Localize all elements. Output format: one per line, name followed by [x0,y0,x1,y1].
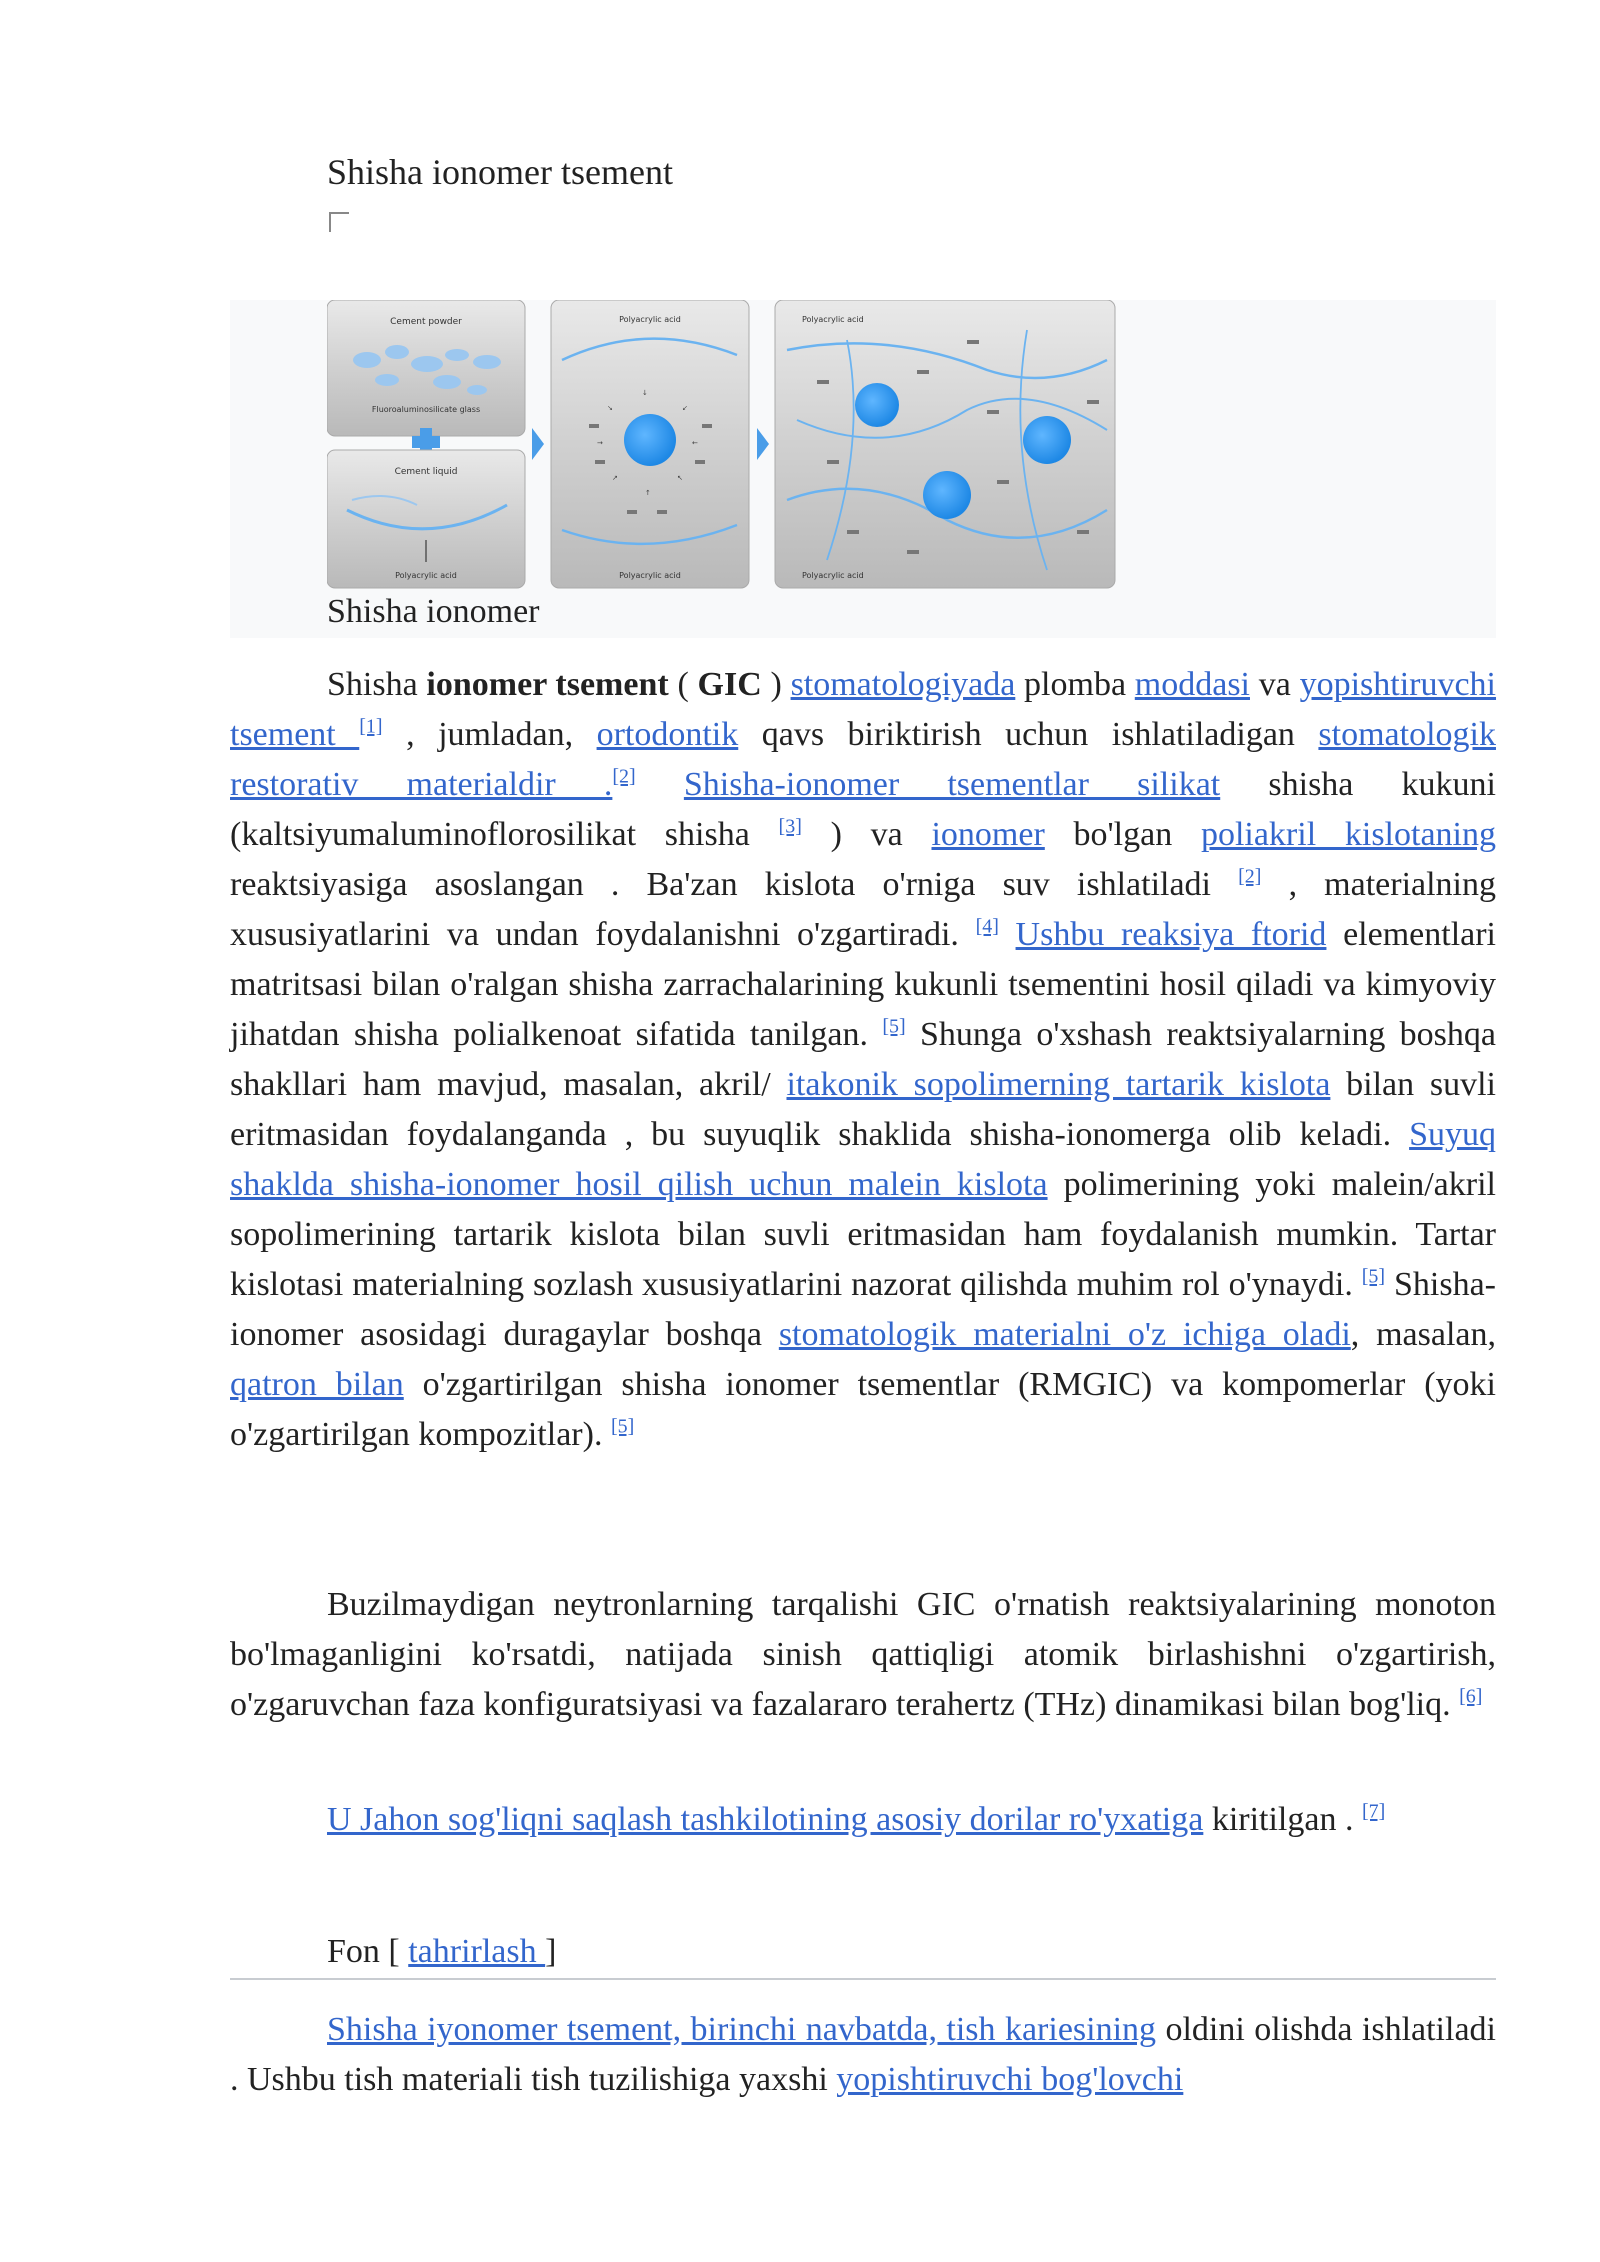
text: Shisha [327,666,427,703]
section-heading-fon [327,1930,556,1974]
arrow-right-icon [532,428,544,460]
text [999,916,1016,953]
arrow-right-icon [757,428,769,460]
text: , materialning xususiyatlarini va undan foydalanishni o'zgartiradi. [230,866,1497,953]
link-poliakril-kislota[interactable]: poliakril kislotaning [1200,816,1496,853]
link-itakonik-sopolimer[interactable]: itakonik sopolimerning tartarik kislota [786,1066,1331,1103]
link-who-essential-medicines[interactable]: U Jahon sog'liqni saqlash tashkilotining asosiy dorilar ro'yxatiga [327,1801,1204,1838]
figure-container [230,300,1496,638]
text: , masalan, [1350,1316,1497,1353]
citation-link[interactable]: [5] [1361,1265,1386,1288]
svg-text:↙: ↙ [682,404,688,412]
text: bilan suvli eritmasidan foydalanganda , bu suyuqlik shaklida shisha-ionomerga olib keladi. [230,1066,1497,1153]
edit-link[interactable]: tahrirlash [408,1933,546,1970]
link-shisha-ionomer-tsementlar[interactable]: Shisha-ionomer tsementlar silikat [683,766,1221,803]
heading-bracket: ] [545,1933,557,1970]
paragraph-background [230,2005,1496,2105]
text: Shisha-ionomer asosidagi duragaylar boshqa [230,1266,1497,1353]
text: qavs biriktirish uchun ishlatiladigan [738,716,1319,753]
text: polimerining yoki malein/akril sopolimerining tartarik kislota bilan suvli eritmasidan ham foydalanish mumkin. Tartar kislotasi materialning sozlash xususiyatlarini nazorat qilishda muhim rol o'ynaydi. [230,1166,1496,1303]
text: Buzilmaydigan neytronlarning tarqalishi GIC o'rnatish reaktsiyalarining monoton bo'lmaganligini ko'rsatdi, natijada sinish qattiqligi atomik birlashishni o'zgartirish, o'zgaruvchan faza konfiguratsiyasi va fazalararo terahertz (THz) dinamikasi bilan bog'liq. [230,1586,1496,1723]
text [636,766,684,803]
text: , jumladan, [382,716,597,753]
citation-link[interactable]: [1] [359,715,383,738]
panel2-top-label: Polyacrylic acid [619,315,681,324]
text: ) [761,666,791,703]
text: reaktsiyasiga asoslangan . Ba'zan kislota o'rniga suv ishlatiladi [230,866,1239,903]
text: ( [668,666,698,703]
text: elementlari matritsasi bilan o'ralgan shisha zarrachalarining kukunli tsementini hosil qiladi va kimyoviy jihatdan shisha polialkenoat sifatida tanilgan. [230,916,1496,1053]
text: shisha kukuni (kaltsiyumaluminoflorosilikat shisha [230,766,1497,853]
citation-link[interactable]: [3] [778,815,802,838]
svg-text:↘: ↘ [607,404,613,412]
section-divider [230,1978,1496,1980]
citation-link[interactable]: [4] [975,915,999,938]
citation-link[interactable]: [2] [612,765,636,788]
abbr-bold: GIC [697,666,762,703]
heading-text: Fon [ [327,1933,409,1970]
citation-link[interactable]: [5] [882,1015,906,1038]
link-qatron-bilan[interactable]: qatron bilan [230,1366,404,1403]
link-yopishtiruvchi-tsement[interactable]: yopishtiruvchi tsement [230,666,1497,753]
text: o'zgartirilgan shisha ionomer tsementlar (RMGIC) va kompomerlar (yoki o'zgartirilgan kompozitlar). [230,1366,1496,1453]
svg-text:←: ← [692,439,698,447]
link-yopishtiruvchi-boglovchi[interactable]: yopishtiruvchi bog'lovchi [836,2061,1184,2098]
svg-text:→: → [597,439,603,447]
link-suyuq-shaklda[interactable]: Suyuq shaklda shisha-ionomer hosil qilish uchun malein kislota [230,1116,1496,1203]
paragraph-neutron [230,1580,1496,1730]
text: bo'lgan [1044,816,1201,853]
text: kiritilgan . [1203,1801,1362,1838]
link-ortodontik[interactable]: ortodontik [596,716,739,753]
paragraph-who [230,1795,1496,1845]
panel2-bottom-label: Polyacrylic acid [619,571,681,580]
link-tish-kariesi[interactable]: Shisha iyonomer tsement, birinchi navbatda, tish kariesining [327,2011,1157,2048]
svg-text:↑: ↑ [645,489,651,497]
panel-acid-attack [551,300,749,588]
panel1-bottom-label: Polyacrylic acid [395,571,457,580]
panel1-mid-label: Fluoroaluminosilicate glass [371,405,481,414]
paragraph-intro [230,660,1496,1460]
checkbox-icon[interactable] [329,212,349,232]
link-ionomer[interactable]: ionomer [931,816,1045,853]
svg-text:↗: ↗ [612,474,618,482]
figure-caption: Shisha ionomer [327,593,540,630]
panel3-top-label: Polyacrylic acid [802,315,864,324]
page-title: Shisha ionomer tsement [327,152,673,192]
glass-ionomer-reaction-figure [327,300,1347,590]
text: oldini olishda ishlatiladi . Ushbu tish materiali tish tuzilishiga yaxshi [230,2011,1496,2098]
text: ) va [801,816,932,853]
panel3-bottom-label: Polyacrylic acid [802,571,864,580]
link-ushbu-reaksiya-ftorid[interactable]: Ushbu reaksiya ftorid [1015,916,1327,953]
svg-text:↖: ↖ [677,474,683,482]
text: Shunga o'xshash reaktsiyalarning boshqa shakllari ham mavjud, masalan, akril/ [230,1016,1496,1103]
panel1-bottom-top-label: Cement liquid [394,467,458,477]
panel-cement-liquid [327,450,525,588]
text: plomba [1015,666,1135,703]
text: va [1250,666,1300,703]
link-stomatologiyada[interactable]: stomatologiyada [790,666,1016,703]
citation-link[interactable]: [7] [1361,1800,1386,1823]
citation-link[interactable]: [2] [1238,865,1262,888]
panel-cement-powder [327,300,525,436]
link-stomatologik-restorativ[interactable]: stomatologik restorativ materialdir . [230,716,1496,803]
citation-link[interactable]: [6] [1459,1685,1483,1708]
link-stomatologik-material[interactable]: stomatologik materialni o'z ichiga oladi [778,1316,1351,1353]
panel-matrix-formation [775,300,1115,588]
citation-link[interactable]: [5] [610,1415,635,1438]
term-bold: ionomer tsement [426,666,669,703]
link-moddasi[interactable]: moddasi [1134,666,1250,703]
svg-text:↓: ↓ [642,389,648,397]
panel1-top-label: Cement powder [390,317,462,327]
